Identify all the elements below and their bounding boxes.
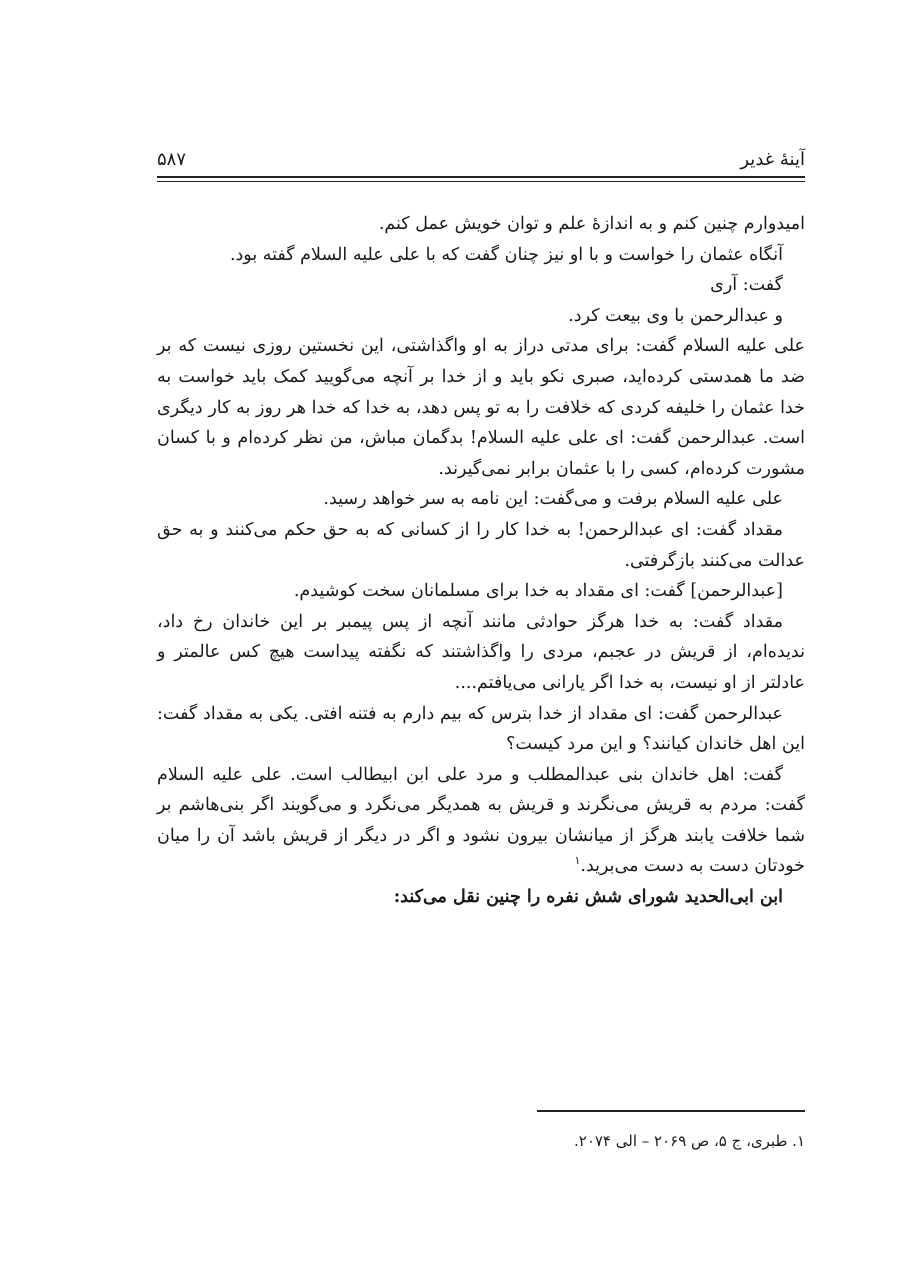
page-number: ۵۸۷	[157, 149, 187, 170]
paragraph-1: امیدوارم چنین کنم و به اندازهٔ علم و توان خویش عمل کنم.	[378, 214, 805, 234]
paragraph-6: علی علیه السلام برفت و می‌گفت: این نامه به سر خواهد رسید.	[323, 489, 783, 510]
footnote-reference[interactable]: ۱	[574, 854, 581, 868]
paragraph-9: مقداد گفت: به خدا هرگز حوادثی مانند آنچه از پس پیمبر بر این خاندان رخ داد، ندیده‌ام، از قریش در عجبم، مردی را واگذاشتند که نگفته پیداست هیچ کس عالمتر و عادلتر از او نیست، به خدا اگر یارانی می‌یافتم....	[157, 611, 805, 693]
section-lead-in: ابن ابی‌الحدید شورای شش نفره را چنین نقل می‌کند:	[393, 887, 783, 908]
header-rule-thick	[157, 176, 805, 178]
paragraph-7: مقداد گفت: ای عبدالرحمن! به خدا کار را از کسانی که به حق حکم می‌کنند و به حق عدالت می‌کنند بازگرفتی.	[157, 519, 805, 571]
paragraph-2: آنگاه عثمان را خواست و با او نیز چنان گفت که با علی علیه السلام گفته بود.	[229, 244, 783, 265]
running-header	[157, 146, 805, 174]
paragraph-3: گفت: آری	[710, 275, 783, 296]
footnote: ۱. طبری، ج ۵، ص ۲۰۶۹ – الی ۲۰۷۴.	[573, 1132, 805, 1150]
book-title: آینهٔ غدیر	[740, 149, 805, 170]
paragraph-10: عبدالرحمن گفت: ای مقداد از خدا بترس که بیم دارم به فتنه افتی. یکی به مقداد گفت: این اهل خاندان کیانند؟ و این مرد کیست؟	[157, 703, 805, 755]
paragraph-11-text: گفت: اهل خاندان بنی عبدالمطلب و مرد علی ابن ابیطالب است. علی علیه السلام گفت: مردم به قریش می‌نگرند و قریش به همدیگر می‌نگرد و می‌گویند اگر بنی‌هاشم بر شما خلافت یابند هرگز از میانشان بیرون نشود و اگر در دیگر از قریش باشد آن را میان خودتان دست به دست می‌برید.	[157, 764, 805, 877]
footnote-separator	[537, 1110, 805, 1112]
paragraph-11	[157, 760, 805, 882]
body-text	[157, 209, 805, 913]
header-rule-thin	[157, 181, 805, 182]
paragraph-5: علی علیه السلام گفت: برای مدتی دراز به او واگذاشتی، این نخستین روزی نیست که بر ضد ما همدستی کرده‌اید، صبری نکو باید و از خدا بر آنچه می‌گویید کمک باید خواست به خدا عثمان را خلیفه کردی که خلافت را به تو پس دهد، به خدا که خدا هر روز به کار دیگری است. عبدالرحمن گفت: ای علی علیه السلام! بدگمان مباش، من نظر کرده‌ام و با کسان مشورت کرده‌ام، کسی را با عثمان برابر نمی‌گیرند.	[157, 336, 805, 479]
paragraph-8: [عبدالرحمن] گفت: ای مقداد به خدا برای مسلمانان سخت کوشیدم.	[293, 581, 783, 602]
paragraph-4: و عبدالرحمن با وی بیعت کرد.	[568, 305, 783, 326]
